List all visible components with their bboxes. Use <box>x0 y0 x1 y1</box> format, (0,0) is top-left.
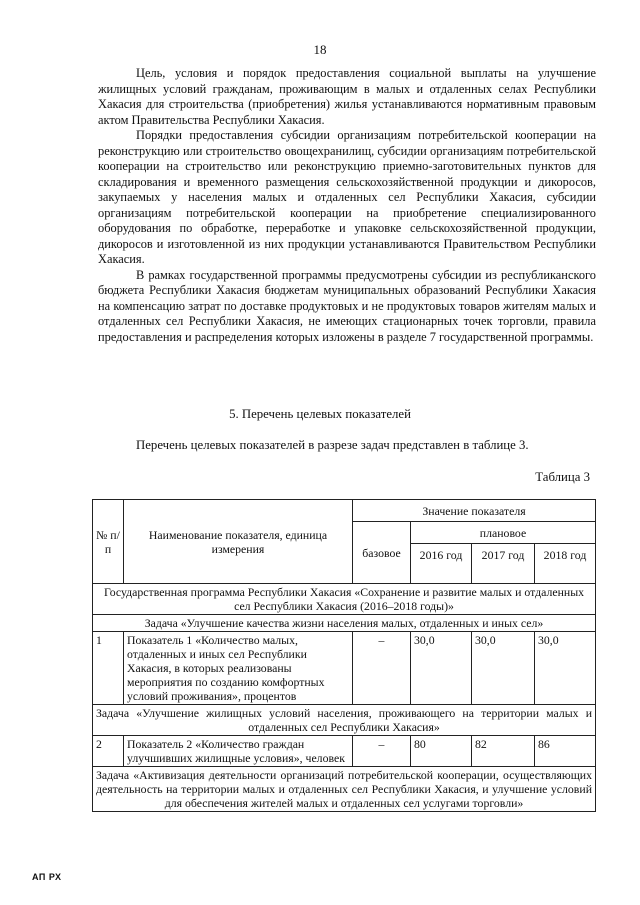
header-name: Наименование показателя, единица измерения <box>124 500 353 584</box>
header-year-2017: 2017 год <box>472 544 535 584</box>
table-caption: Таблица 3 <box>535 470 590 484</box>
table-row <box>93 736 596 767</box>
header-year-2016: 2016 год <box>411 544 472 584</box>
paragraph-social-payment: Цель, условия и порядок предоставления социальной выплаты на улучшение жилищных условий гражданам, проживающим в малых и отдаленных селах Республики Хакасия для строительства (приобретения) жилья устанавливаются нормативным правовым актом Правительства Республики Хакасия. <box>98 66 596 127</box>
header-year-2018: 2018 год <box>535 544 596 584</box>
program-row: Государственная программа Республики Хакасия «Сохранение и развитие малых и отдаленных сел Республики Хакасия (2016–2018 годы)» <box>93 584 596 615</box>
header-base: базовое <box>353 522 411 584</box>
row-base-value: – <box>353 736 411 767</box>
task-row-2: Задача «Улучшение жилищных условий населения, проживающего на территории малых и отдаленных сел Республики Хакасия» <box>93 705 596 736</box>
table-row <box>93 632 596 705</box>
task-row-1: Задача «Улучшение качества жизни населения малых, отдаленных и иных сел» <box>93 615 596 632</box>
paragraph-subsidy-procedures: Порядки предоставления субсидии организациям потребительской кооперации на реконструкцию или строительство овощехранилищ, субсидии организациям потребительской кооперации на строительство или реконструкцию приемно-заготовительных пунктов для складирования и временного размещения сельскохозяйственной продукции и дикоросов, закупаемых у населения малых и отдаленных сел Республики Хакасия, субсидии организациям потребительской кооперации на приобретение специализированного оборудования по обработке, переработке и упаковке сельскохозяйственной продукции, дикоросов и изготовленной из них продукции устанавливаются Правительством Республики Хакасия. <box>98 128 596 266</box>
row-value-2018: 30,0 <box>535 632 596 705</box>
row-value-2017: 82 <box>472 736 535 767</box>
header-num: № п/п <box>93 500 124 584</box>
row-value-2016: 80 <box>411 736 472 767</box>
task-row-3: Задача «Активизация деятельности организаций потребительской кооперации, осуществляющих деятельность на территории малых и отдаленных сел Республики Хакасия, и улучшение условий для обеспечения жителей малых и отдаленных сел услугами торговли» <box>93 767 596 812</box>
row-value-2018: 86 <box>535 736 596 767</box>
row-indicator-name: Показатель 2 «Количество граждан улучшивших жилищные условия», человек <box>124 736 353 767</box>
row-num: 2 <box>93 736 124 767</box>
page-number: 18 <box>313 42 327 57</box>
paragraph-municipal-subsidies: В рамках государственной программы предусмотрены субсидии из республиканского бюджета Республики Хакасия бюджетам муниципальных образований Республики Хакасия на компенсацию затрат по доставке продуктовых и не продуктовых товаров жителям малых и отдаленных сел Республики Хакасия, не имеющих стационарных точек торговли, правила предоставления и распределения которых изложены в разделе 7 государственной программы. <box>98 267 596 344</box>
row-indicator-name: Показатель 1 «Количество малых, отдаленных и иных сел Республики Хакасия, в которых реализованы мероприятия по созданию комфортных условий проживания», процентов <box>124 632 353 705</box>
table-intro: Перечень целевых показателей в разрезе задач представлен в таблице 3. <box>136 438 529 452</box>
row-value-2017: 30,0 <box>472 632 535 705</box>
header-planned: плановое <box>411 522 596 544</box>
body-text <box>98 66 596 345</box>
section-heading: 5. Перечень целевых показателей <box>229 407 411 421</box>
row-num: 1 <box>93 632 124 705</box>
row-value-2016: 30,0 <box>411 632 472 705</box>
header-value: Значение показателя <box>353 500 596 522</box>
corner-mark: АП РХ <box>32 872 62 882</box>
indicators-table <box>92 499 596 812</box>
row-base-value: – <box>353 632 411 705</box>
